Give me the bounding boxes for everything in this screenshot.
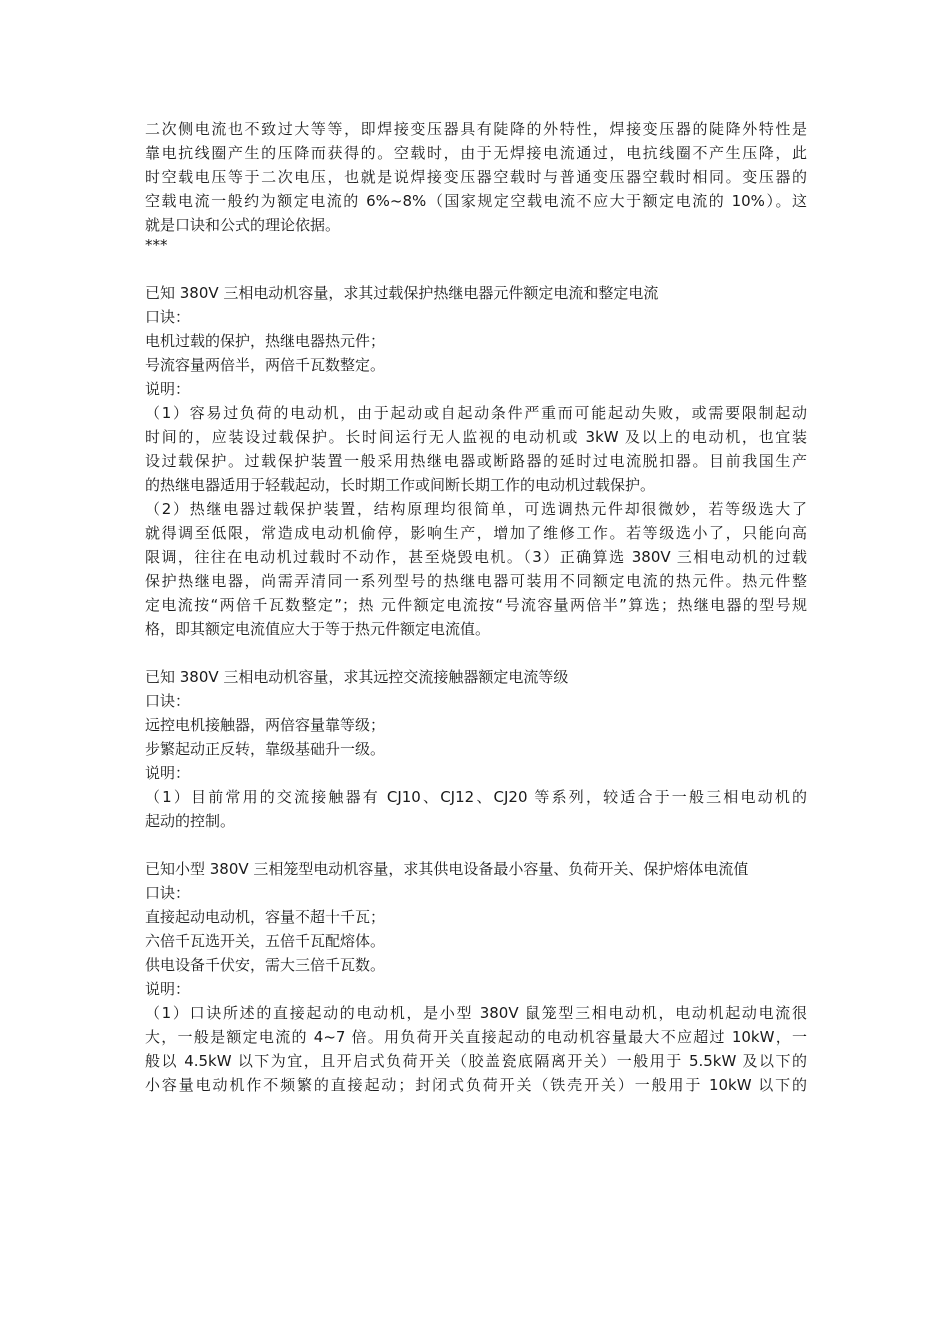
section-contactor: [145, 665, 807, 833]
text-line: 格，即其额定电流值应大于等于热元件额定电流值。: [145, 620, 491, 638]
section-heading: 已知 380V 三相电动机容量，求其过载保护热继电器元件额定电流和整定电流: [145, 284, 659, 302]
text-line: 就得调至低限，常造成电动机偷停，影响生产，增加了维修工作。若等级选小了，只能向高: [145, 524, 807, 542]
text-line: （1）目前常用的交流接触器有 CJ10、CJ12、CJ20 等系列，较适合于一般三相电动机的: [145, 788, 807, 806]
text-line: 的热继电器适用于轻载起动，长时期工作或间断长期工作的电动机过载保护。: [145, 476, 656, 494]
text-line: 时空载电压等于二次电压，也就是说焊接变压器空载时与普通变压器空载时相同。变压器的: [145, 168, 807, 186]
koujue-line: 供电设备千伏安，需大三倍千瓦数。: [145, 956, 386, 974]
koujue-line: 远控电机接触器，两倍容量靠等级；: [145, 716, 386, 734]
section-heading: 已知小型 380V 三相笼型电动机容量，求其供电设备最小容量、负荷开关、保护熔体电流值: [145, 860, 749, 878]
koujue-label: 口诀：: [145, 308, 191, 326]
intro-paragraph: [145, 117, 807, 257]
shuoming-label: 说明：: [145, 380, 191, 398]
koujue-line: 电机过载的保护，热继电器热元件；: [145, 332, 386, 350]
koujue-label: 口诀：: [145, 692, 191, 710]
text-line: 空载电流一般约为额定电流的 6%~8%（国家规定空载电流不应大于额定电流的 10%）。这: [145, 192, 807, 210]
shuoming-label: 说明：: [145, 980, 191, 998]
text-line: 就是口诀和公式的理论依据。: [145, 216, 341, 234]
text-line: 起动的控制。: [145, 812, 236, 830]
koujue-label: 口诀：: [145, 884, 191, 902]
text-line: 设过载保护。过载保护装置一般采用热继电器或断路器的延时过电流脱扣器。目前我国生产: [145, 452, 807, 470]
text-line: （2）热继电器过载保护装置，结构原理均很简单，可选调热元件却很微妙，若等级选大了: [145, 500, 807, 518]
section-supply-capacity: [145, 857, 807, 1097]
koujue-line: 号流容量两倍半，两倍千瓦数整定。: [145, 356, 386, 374]
text-line: （1）容易过负荷的电动机，由于起动或自起动条件严重而可能起动失败，或需要限制起动: [145, 404, 807, 422]
shuoming-label: 说明：: [145, 764, 191, 782]
text-line: 小容量电动机作不频繁的直接起动；封闭式负荷开关（铁壳开关）一般用于 10kW 以下的: [145, 1076, 807, 1094]
koujue-line: 直接起动电动机，容量不超十千瓦；: [145, 908, 386, 926]
text-line: 时间的，应装设过载保护。长时间运行无人监视的电动机或 3kW 及以上的电动机，也宜装: [145, 428, 807, 446]
text-line: 定电流按“两倍千瓦数整定”；热 元件额定电流按“号流容量两倍半”算选；热继电器的型号规: [145, 596, 807, 614]
section-overload-relay: [145, 281, 807, 641]
text-line: （1）口诀所述的直接起动的电动机，是小型 380V 鼠笼型三相电动机，电动机起动电流很: [145, 1004, 807, 1022]
text-line: 保护热继电器，尚需弄清同一系列型号的热继电器可装用不同额定电流的热元件。热元件整: [145, 572, 807, 590]
text-line: 二次侧电流也不致过大等等，即焊接变压器具有陡降的外特性，焊接变压器的陡降外特性是: [145, 120, 807, 138]
separator: ***: [145, 236, 168, 254]
koujue-line: 步繁起动正反转，靠级基础升一级。: [145, 740, 386, 758]
section-heading: 已知 380V 三相电动机容量，求其远控交流接触器额定电流等级: [145, 668, 569, 686]
text-line: 靠电抗线圈产生的压降而获得的。空载时，由于无焊接电流通过，电抗线圈不产生压降，此: [145, 144, 807, 162]
document-page: [145, 117, 807, 1097]
koujue-line: 六倍千瓦选开关，五倍千瓦配熔体。: [145, 932, 386, 950]
text-line: 大，一般是额定电流的 4~7 倍。用负荷开关直接起动的电动机容量最大不应超过 10kW，一: [145, 1028, 807, 1046]
text-line: 般以 4.5kW 以下为宜，且开启式负荷开关（胶盖瓷底隔离开关）一般用于 5.5kW 及以下的: [145, 1052, 807, 1070]
text-line: 限调，往往在电动机过载时不动作，甚至烧毁电机。（3）正确算选 380V 三相电动机的过载: [145, 548, 807, 566]
